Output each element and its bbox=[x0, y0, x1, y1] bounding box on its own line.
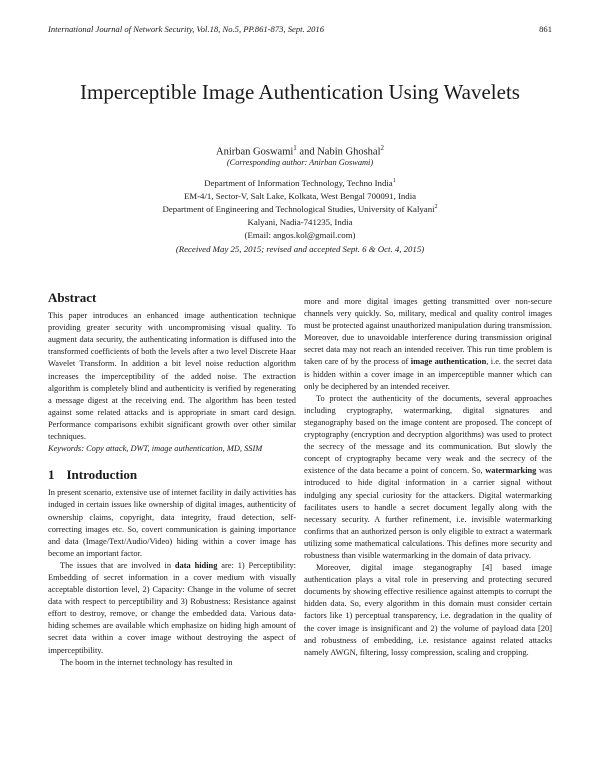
introduction-heading bbox=[48, 469, 296, 481]
abstract-heading: Abstract bbox=[48, 290, 97, 305]
affiliation-line-2: EM-4/1, Sector-V, Salt Lake, Kolkata, West Bengal 700091, India bbox=[183, 191, 417, 201]
intro-p2-start: The issues that are involved in bbox=[60, 560, 175, 570]
right-p1-start: more and more digital images getting transmitted over non-secure channels very quickly. So, military, medical and quality control images must be protected against unauthorized manipulation during transmission. Moreover, due to unavoidable interference during transmission original secret data may not reach an intended receiver. This run time problem is taken care of by the process of bbox=[304, 297, 552, 367]
affiliation-3-mark: 2 bbox=[434, 204, 438, 211]
right-paragraph-1 bbox=[304, 296, 552, 393]
abstract-text: This paper introduces an enhanced image authentication technique providing greater security with uncompromising visual quality. To augment data security, the authenticating information is diffused into the transformed coefficients of both the levels after a two level Discrete Haar Wavelet Transform. In addition a bit level noise reduction algorithm increases the imperceptibility of the added noise. The extraction algorithm is completely blind and authenticity is verified by regenerating a message digest at the receiving end. The algorithm has been tested against some related attacks and is appropriate in smart card design. Performance comparisons exhibit significant growth over other similar techniques. bbox=[48, 311, 296, 442]
section-title: Introduction bbox=[66, 467, 138, 483]
corresponding-author: (Corresponding author: Anirban Goswami) bbox=[226, 158, 374, 167]
affiliation-line-4: Kalyani, Nadia-741235, India bbox=[247, 217, 353, 227]
author-1-affiliation-mark: 1 bbox=[293, 144, 297, 152]
affiliation-1-text: Department of Information Technology, Techno India bbox=[204, 178, 393, 188]
section-number: 1 bbox=[48, 467, 55, 483]
received-dates: (Received May 25, 2015; revised and accepted Sept. 6 & Oct. 4, 2015) bbox=[175, 244, 425, 254]
right-p1-end: , i.e. the secret data is hidden within a cover image in an imperceptible manner which can only be deciphered by an intended receiver. bbox=[304, 357, 552, 391]
left-column bbox=[48, 292, 296, 669]
affiliation-3-text: Department of Engineering and Technological Studies, University of Kalyani bbox=[162, 204, 435, 214]
author-1: Anirban Goswami bbox=[216, 146, 294, 158]
keywords: Keywords: Copy attack, DWT, image authentication, MD, SSIM bbox=[48, 444, 263, 454]
term-data-hiding: data hiding bbox=[174, 560, 218, 570]
term-image-authentication: image authentication bbox=[410, 357, 487, 367]
author-2-affiliation-mark: 2 bbox=[380, 144, 384, 152]
journal-citation: International Journal of Network Security, Vol.18, No.5, PP.861-873, Sept. 2016 bbox=[48, 24, 325, 34]
intro-paragraph-2 bbox=[48, 560, 296, 657]
affiliation-1-mark: 1 bbox=[392, 178, 396, 185]
right-p2-end: was introduced to hide digital information in a carrier signal without indulging any special curiosity for the attackers. Digital watermarking facilitates users to handle a secret document legally along with the necessary security. A further refinement, i.e. invisible watermarking confirms that an authorized person is only eligible to extract a watermark utilizing some mathematical calculations. This defines more security and robustness than visible watermarking in the domain of data privacy. bbox=[304, 466, 552, 560]
email-line: (Email: angos.kol@gmail.com) bbox=[244, 230, 356, 240]
intro-paragraph-3: The boom in the internet technology has resulted in bbox=[60, 657, 233, 667]
paper-title: Imperceptible Image Authentication Using Wavelets bbox=[80, 80, 520, 104]
intro-p2-end: are: 1) Perceptibility: Embedding of secret information in a cover medium with visually acceptable distortion level, 2) Capacity: Change in the volume of secret data with respect to perceptibility and 3) Robustness: Resistance against effort to destroy, remove, or change the embedded data. Various data-hiding schemes are available which emphasize on hiding high amount of secret data within a cover image without destroying the aspect of imperceptibility. bbox=[48, 560, 296, 655]
running-header bbox=[48, 24, 552, 38]
page-number: 861 bbox=[539, 24, 552, 34]
affiliation-line-1 bbox=[0, 178, 600, 188]
author-conjunction: and bbox=[299, 146, 315, 158]
right-paragraph-3: Moreover, digital image steganography [4] based image authentication plays a vital role in preserving and protecting secured documents by showing effective resilience against attempts to corrupt the hidden data. So, every algorithm in this domain must consider certain factors like 1) perceptual transparency, i.e. degradation in the quality of the cover image is insignificant and 2) the volume of payload data [20] and robustness of embedding, i.e. resistance against related attacks namely AWGN, filtering, lossy compression, scaling and cropping. bbox=[304, 563, 552, 657]
right-p2-start: To protect the authenticity of the documents, several approaches including cryptography, watermarking, digital signatures and steganography based on the image content are proposed. The concept of cryptography (encryption and decryption algorithms) was used to protect the secrecy of the message and its communication. But slowly the concept of cryptography became very weak and the secrecy of the existence of the data became a point of concern. So, bbox=[304, 393, 552, 476]
term-watermarking: watermarking bbox=[485, 466, 537, 476]
author-line bbox=[0, 144, 600, 158]
affiliation-line-3 bbox=[0, 204, 600, 214]
intro-paragraph-1: In present scenario, extensive use of internet facility in daily activities has induged in certain issues like ownership of digital images, authenticity of ownership claims, copyright, data integrity, fraud detection, self-correcting images etc. So, covert communication is gaining importance and data (Image/Text/Audio/Video) hiding within a cover image has become an important factor. bbox=[48, 488, 296, 558]
right-paragraph-2 bbox=[304, 393, 552, 562]
right-column bbox=[304, 296, 552, 659]
author-2: Nabin Ghoshal bbox=[317, 146, 381, 158]
